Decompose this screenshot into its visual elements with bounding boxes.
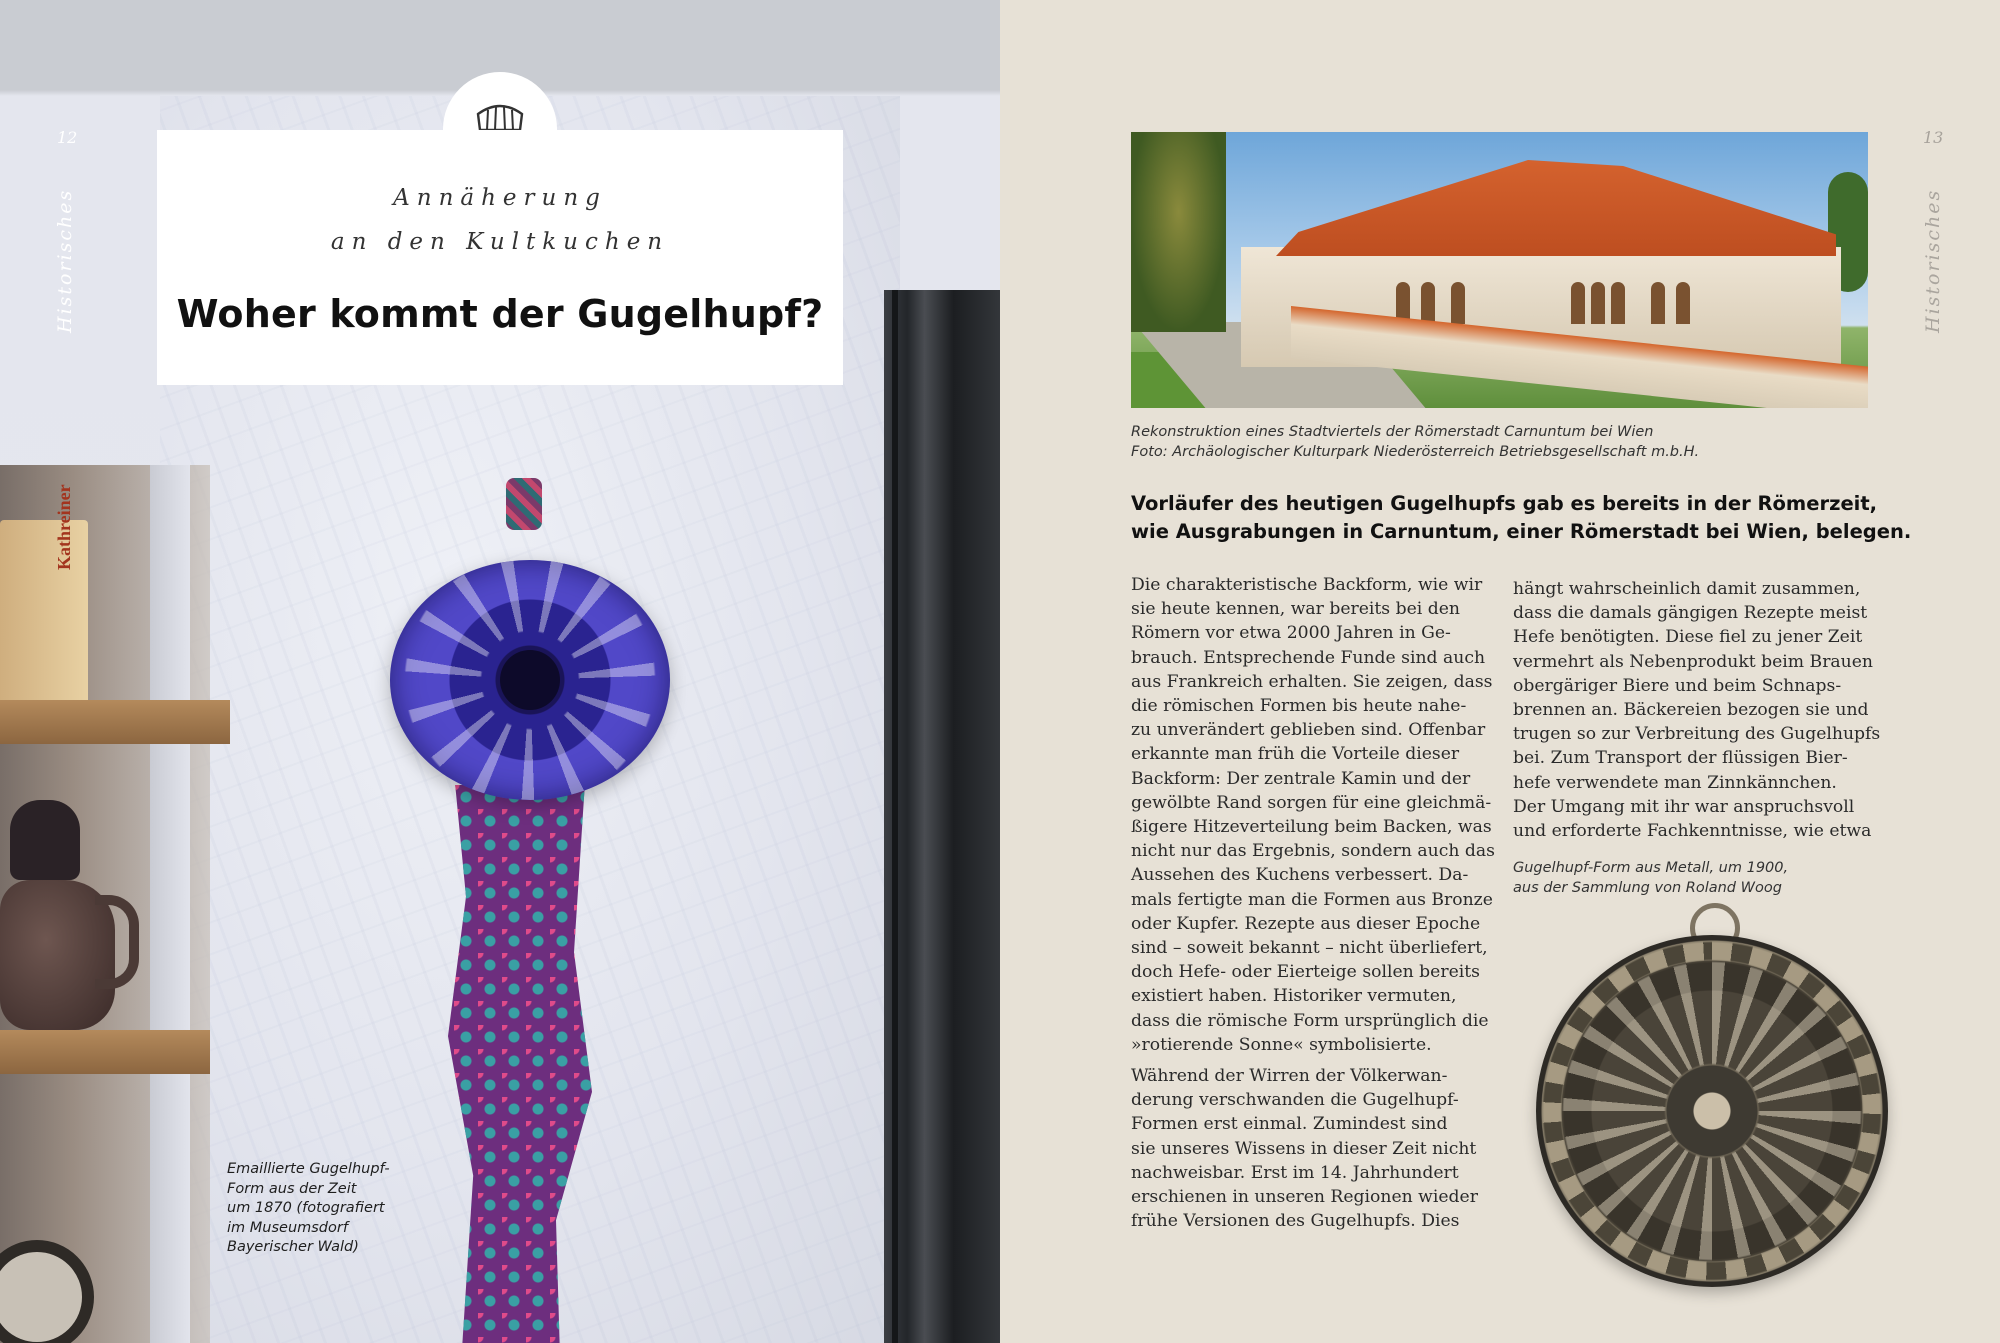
text-line: gewölbte Rand sorgen für eine gleichmä- <box>1131 792 1492 813</box>
body-column-1-paragraph-1 <box>1131 573 1495 1057</box>
text-line: Während der Wirren der Völkerwan- <box>1131 1066 1448 1086</box>
lead-line: wie Ausgrabungen in Carnuntum, einer Römerstadt bei Wien, belegen. <box>1131 519 1912 543</box>
text-line: Backform: Der zentrale Kamin und der <box>1131 768 1471 789</box>
caption-line: im Museumsdorf <box>227 1219 348 1236</box>
text-line: aus Frankreich erhalten. Sie zeigen, dass <box>1131 671 1493 692</box>
dark-door-frame <box>884 290 1000 1343</box>
text-line: hängt wahrscheinlich damit zusammen, <box>1513 579 1861 599</box>
coffee-bag-label: Kathreiner <box>54 484 74 570</box>
text-line: vermehrt als Nebenprodukt beim Brauen <box>1513 651 1873 672</box>
carnuntum-photo <box>1131 132 1868 408</box>
wooden-shelf-bottom <box>0 1030 210 1074</box>
caption-line: um 1870 (fotografiert <box>227 1200 385 1216</box>
metal-form-caption <box>1513 858 1788 898</box>
caption-line: Rekonstruktion eines Stadtviertels der Römerstadt Carnuntum bei Wien <box>1131 424 1654 440</box>
text-line: Aussehen des Kuchens verbessert. Da- <box>1131 865 1469 886</box>
text-line: zu unverändert geblieben sind. Offenbar <box>1131 720 1486 741</box>
mold-rim <box>1536 935 1888 1287</box>
text-line: Die charakteristische Backform, wie wir <box>1131 575 1483 595</box>
carnuntum-photo-caption <box>1131 422 1699 462</box>
text-line: erschienen in unseren Regionen wieder <box>1131 1187 1478 1208</box>
text-line: und erforderte Fachkenntnisse, wie etwa <box>1513 821 1872 842</box>
page-title: Woher kommt der Gugelhupf? <box>176 292 824 336</box>
caption-line: Emaillierte Gugelhupf- <box>227 1161 390 1177</box>
mold-center-hole <box>500 650 560 710</box>
text-line: sind – soweit bekannt – nicht überliefert, <box>1131 938 1488 959</box>
text-line: ßigere Hitzeverteilung beim Backen, was <box>1131 817 1492 838</box>
text-line: existiert haben. Historiker vermuten, <box>1131 986 1457 1007</box>
kicker-line-2: an den Kultkuchen <box>330 229 670 255</box>
text-line: Hefe benötigten. Diese fiel zu jener Zeit <box>1513 627 1863 648</box>
running-head-left: Historisches <box>54 188 76 333</box>
page-number-left: 12 <box>57 128 78 147</box>
text-line: brauch. Entsprechende Funde sind auch <box>1131 647 1486 668</box>
text-line: frühe Versionen des Gugelhupfs. Dies <box>1131 1211 1460 1232</box>
dark-pot <box>10 800 80 880</box>
text-line: »rotierende Sonne« symbolisierte. <box>1131 1034 1432 1055</box>
photo-credit: Foto: Archäologischer Kulturpark Niederösterreich Betriebsgesellschaft m.b.H. <box>1131 444 1700 460</box>
caption-line: Bayerischer Wald) <box>227 1239 359 1255</box>
text-line: Römern vor etwa 2000 Jahren in Ge- <box>1131 623 1451 644</box>
body-column-1-paragraph-2 <box>1131 1064 1478 1233</box>
text-line: mals fertigte man die Formen aus Bronze <box>1131 889 1493 910</box>
text-line: nachweisbar. Erst im 14. Jahrhundert <box>1131 1162 1459 1183</box>
page-number-right: 13 <box>1923 128 1944 147</box>
text-line: dass die römische Form ursprünglich die <box>1131 1010 1489 1031</box>
text-line: dass die damals gängigen Rezepte meist <box>1513 603 1868 624</box>
text-line: nicht nur das Ergebnis, sondern auch das <box>1131 841 1495 862</box>
caption-line: Gugelhupf-Form aus Metall, um 1900, <box>1513 860 1789 876</box>
mold-photo-caption <box>227 1160 417 1258</box>
text-line: doch Hefe- oder Eierteige sollen bereits <box>1131 962 1480 983</box>
text-line: Der Umgang mit ihr war anspruchsvoll <box>1513 796 1855 817</box>
text-line: oder Kupfer. Rezepte aus dieser Epoche <box>1131 913 1481 934</box>
title-card <box>157 130 843 385</box>
hanging-ribbon <box>506 478 542 530</box>
caption-line: Form aus der Zeit <box>227 1180 357 1197</box>
caption-line: aus der Sammlung von Roland Woog <box>1513 880 1782 896</box>
text-line: brennen an. Bäckereien bezogen sie und <box>1513 700 1869 721</box>
text-line: die römischen Formen bis heute nahe- <box>1131 696 1467 717</box>
text-line: obergäriger Biere und beim Schnaps- <box>1513 675 1842 696</box>
running-head-right: Historisches <box>1922 188 1944 333</box>
lead-line: Vorläufer des heutigen Gugelhupfs gab es bereits in der Römerzeit, <box>1131 492 1878 515</box>
text-line: sie unseres Wissens in dieser Zeit nicht <box>1131 1138 1477 1159</box>
text-line: erkannte man früh die Vorteile dieser <box>1131 744 1460 765</box>
wooden-shelf-top <box>0 700 230 744</box>
text-line: sie heute kennen, war bereits bei den <box>1131 599 1460 620</box>
text-line: hefe verwendete man Zinnkännchen. <box>1513 772 1837 793</box>
text-line: derung verschwanden die Gugelhupf- <box>1131 1090 1459 1111</box>
lead-paragraph <box>1131 490 1911 545</box>
text-line: Formen erst einmal. Zumindest sind <box>1131 1114 1448 1135</box>
kicker-line-1: Annäherung <box>393 185 607 211</box>
text-line: bei. Zum Transport der flüssigen Bier- <box>1513 748 1848 769</box>
body-column-2 <box>1513 577 1880 843</box>
text-line: trugen so zur Verbreitung des Gugelhupfs <box>1513 724 1881 745</box>
